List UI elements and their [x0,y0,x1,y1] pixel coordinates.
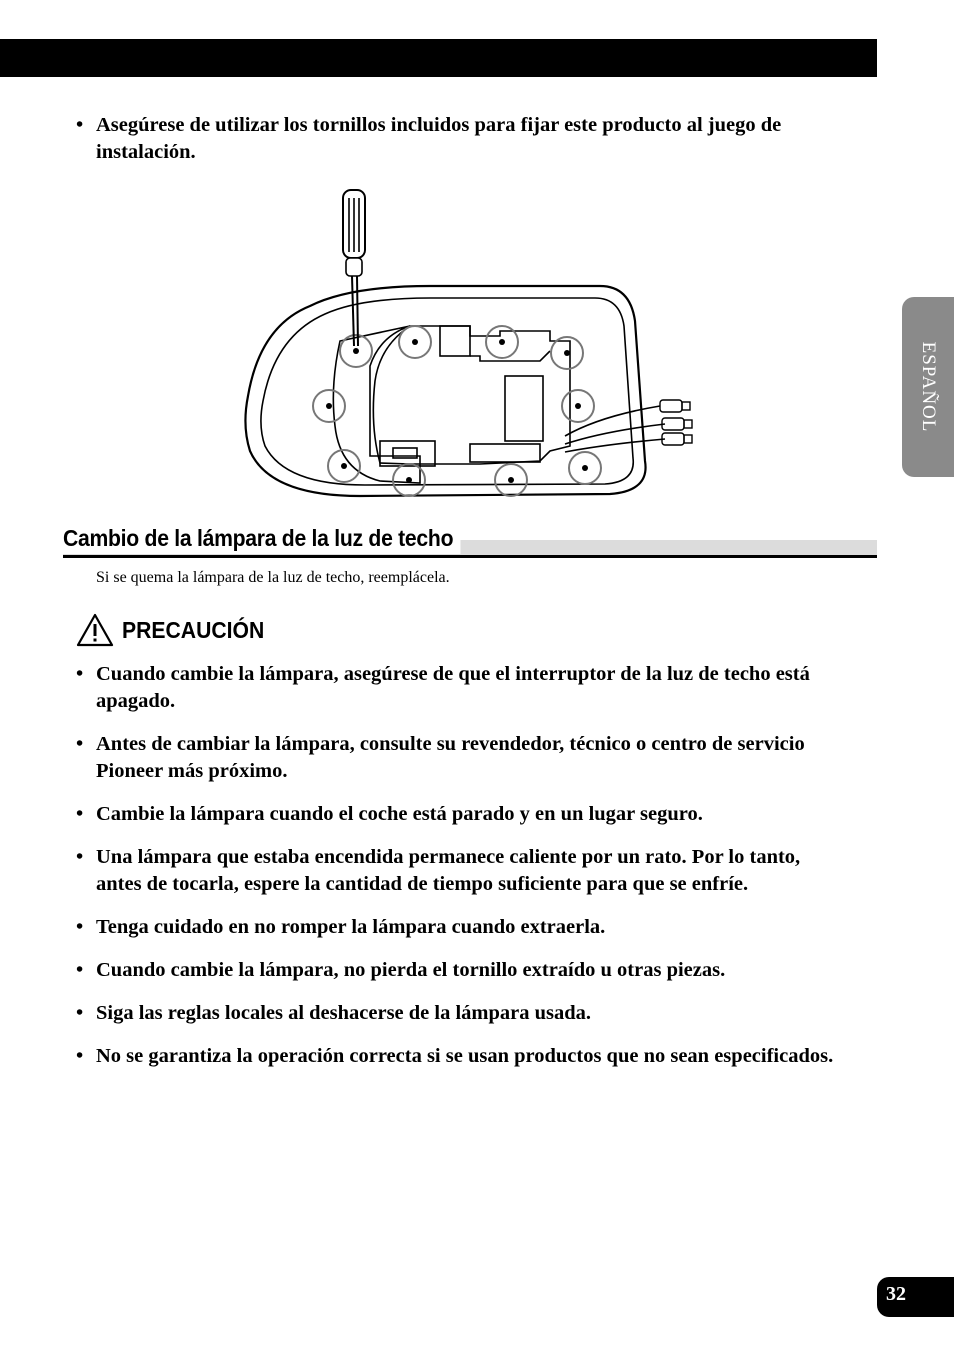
caution-item: • Cuando cambie la lámpara, no pierda el tornillo extraído u otras piezas. [76,957,846,984]
intro-bullet-list [76,112,846,166]
caution-item: • Tenga cuidado en no romper la lámpara cuando extraerla. [76,914,846,941]
caution-item: • Antes de cambiar la lámpara, consulte su revendedor, técnico o centro de servicio Pioneer más próximo. [76,731,846,785]
section-title: Cambio de la lámpara de la luz de techo [63,522,461,554]
header-bar [0,39,877,77]
language-tab-label: ESPAÑOL [918,341,939,433]
caution-heading [76,612,277,648]
page-number: 32 [886,1283,906,1305]
caution-item: • Cuando cambie la lámpara, asegúrese de que el interruptor de la luz de techo está apagado. [76,661,846,715]
caution-item: • No se garantiza la operación correcta si se usan productos que no sean especificados. [76,1043,846,1070]
section-intro-text: Si se quema la lámpara de la luz de techo, reemplácela. [96,569,450,586]
caution-list [76,661,846,1086]
caution-item: • Siga las reglas locales al deshacerse de la lámpara usada. [76,1000,846,1027]
installation-illustration [240,186,710,511]
caution-item: • Una lámpara que estaba encendida permanece caliente por un rato. Por lo tanto, antes de tocarla, espere la cantidad de tiempo suficiente para que se enfríe. [76,844,846,898]
page-number-tab [877,1277,954,1317]
intro-bullet: • Asegúrese de utilizar los tornillos incluidos para fijar este producto al juego de instalación. [76,112,846,166]
heading-rule [63,555,877,558]
caution-title: PRECAUCIÓN [122,616,265,643]
warning-triangle-icon [76,613,114,647]
language-tab [902,297,954,477]
caution-item: • Cambie la lámpara cuando el coche está parado y en un lugar seguro. [76,801,846,828]
section-heading [63,522,877,558]
